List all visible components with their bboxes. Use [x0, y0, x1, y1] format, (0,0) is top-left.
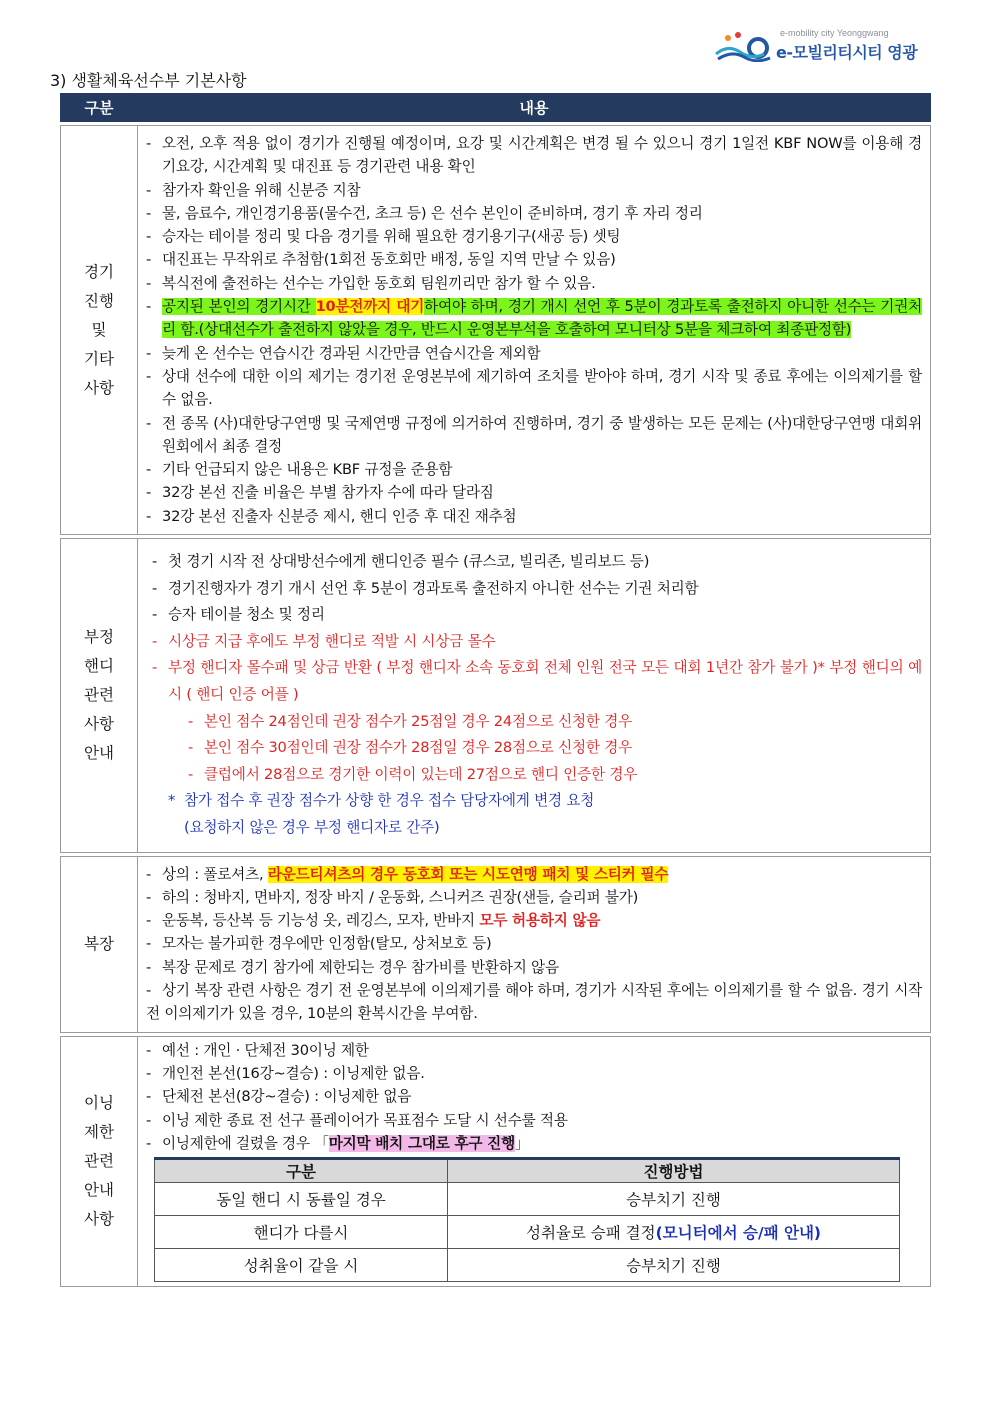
table-header-row [61, 94, 931, 122]
list-item: - 이닝제한에 걸렸을 경우 「마지막 배치 그대로 후구 진행」 [146, 1134, 530, 1152]
content-cell [138, 126, 931, 535]
list-item: - 첫 경기 시작 전 상대방선수에게 핸디인증 필수 (큐스코, 빌리존, 빌리보드 등) [152, 553, 650, 571]
list-item: - 상기 복장 관련 사항은 경기 전 운영본부에 이의제기를 해야 하며, 경기가 시작된 후에는 이의제기를 할 수 없음. 경기 시작 전 이의제기가 있을 경우, 10분의 환복시간을 부여함. [146, 982, 922, 1023]
list-item: - 복장 문제로 경기 참가에 제한되는 경우 참가비를 반환하지 않음 [146, 958, 559, 976]
rules-table [60, 93, 931, 1287]
list-item: - 단체전 본선(8강~결승) : 이닝제한 없음 [146, 1088, 412, 1106]
list-item: - 32강 본선 진출 비율은 부별 참가자 수에 따라 달라짐 [146, 484, 494, 502]
inner-method: 승부치기 진행 [448, 1183, 900, 1216]
item-list [138, 1037, 930, 1155]
list-item: - 운동복, 등산복 등 기능성 옷, 레깅스, 모자, 반바지 모두 허용하지 않음 [146, 912, 601, 930]
header-content: 내용 [138, 94, 931, 122]
list-item: - 개인전 본선(16강~결승) : 이닝제한 없음. [146, 1064, 425, 1082]
list-item: - 상대 선수에 대한 이의 제기는 경기전 운영본부에 제기하여 조치를 받아야 하며, 경기 시작 및 종료 후에는 이의제기를 할 수 없음. [146, 367, 922, 409]
list-item: - 시상금 지급 후에도 부정 핸디로 적발 시 시상금 몰수 [152, 632, 496, 650]
list-item: - 전 종목 (사)대한당구연맹 및 국제연맹 규정에 의거하여 진행하며, 경기 중 발생하는 모든 문제는 (사)대한당구연맹 대회위원회에서 최종 결정 [146, 414, 922, 455]
table-row [61, 1036, 931, 1286]
category-cell: 부정 핸디 관련 사항 안내 [61, 539, 138, 853]
content-cell [138, 856, 931, 1032]
inner-method: 승부치기 진행 [448, 1249, 900, 1282]
item-list [138, 126, 930, 534]
category-cell: 복장 [61, 856, 138, 1032]
list-item: - 이닝 제한 종료 전 선구 플레이어가 목표점수 도달 시 선수룰 적용 [146, 1111, 568, 1129]
inner-cond: 성취율이 같을 시 [155, 1249, 448, 1282]
list-item: - 부정 핸디자 몰수패 및 상금 반환 ( 부정 핸디자 소속 동호회 전체 인원 전국 모든 대회 1년간 참가 불가 )* 부정 핸디의 예시 ( 핸디 인증 어플 ) [152, 659, 922, 704]
list-item: - 클럽에서 28점으로 경기한 이력이 있는데 27점으로 핸디 인증한 경우 [188, 765, 638, 783]
inner-cond: 동일 핸디 시 동률일 경우 [155, 1183, 448, 1216]
list-item: - 늦게 온 선수는 연습시간 경과된 시간만큼 연습시간을 제외함 [146, 344, 541, 362]
list-item: - 경기진행자가 경기 개시 선언 후 5분이 경과토록 출전하지 아니한 선수는 기권 처리함 [152, 579, 699, 597]
list-item: - 승자 테이블 청소 및 정리 [152, 606, 325, 624]
list-item: (요청하지 않은 경우 부정 핸디자로 간주) [184, 818, 440, 836]
list-item: - 32강 본선 진출자 신분증 제시, 핸디 인증 후 대진 재추첨 [146, 507, 517, 525]
logo [714, 24, 944, 64]
list-item: - 하의 : 청바지, 면바지, 정장 바지 / 운동화, 스니커즈 권장(샌들, 슬리퍼 불가) [146, 888, 639, 906]
inner-header-row [155, 1159, 900, 1183]
list-item: - 참가자 확인을 위해 신분증 지참 [146, 181, 361, 199]
list-item: - 본인 점수 24점인데 권장 점수가 25점일 경우 24점으로 신청한 경우 [188, 712, 633, 730]
list-item: - 대진표는 무작위로 추첨함(1회전 동호회만 배정, 동일 지역 만날 수 있음) [146, 251, 616, 269]
inner-row [155, 1216, 900, 1249]
item-list [138, 857, 930, 1032]
list-item: - 복식전에 출전하는 선수는 가입한 동호회 팀원끼리만 참가 할 수 있음. [146, 274, 596, 292]
list-item-highlighted: - 공지된 본인의 경기시간 10분전까지 대기하여야 하며, 경기 개시 선언 후 5분이 경과토록 출전하지 아니한 선수는 기권처리 함.(상대선수가 출전하지 않았을 경우, 반드시 운영본부석을 호출하여 모니터상 5분을 체크하여 최종판정함) [146, 298, 922, 339]
content-cell [138, 539, 931, 853]
logo-mark-icon [714, 30, 774, 62]
logo-name: e-모빌리티시티 영광 [776, 43, 918, 62]
section-title: 3) 생활체육선수부 기본사항 [50, 71, 247, 90]
table-row [61, 539, 931, 853]
list-item: - 예선 : 개인 · 단체전 30이닝 제한 [146, 1041, 369, 1059]
inner-row [155, 1249, 900, 1282]
list-item: - 물, 음료수, 개인경기용품(물수건, 초크 등) 은 선수 본인이 준비하며, 경기 후 자리 정리 [146, 204, 703, 222]
content-cell [138, 1036, 931, 1286]
header-category: 구분 [61, 94, 138, 122]
list-item: - 상의 : 폴로셔츠, 라운드티셔츠의 경우 동호회 또는 시도연맹 패치 및 스티커 필수 [146, 865, 669, 883]
inner-row [155, 1183, 900, 1216]
category-cell: 이닝 제한 관련 안내 사항 [61, 1036, 138, 1286]
list-item: - 오전, 오후 적용 없이 경기가 진행될 예정이며, 요강 및 시간계획은 변경 될 수 있으니 경기 1일전 KBF NOW를 이용해 경기요강, 시간계획 및 대진표 등 경기관련 내용 확인 [146, 135, 922, 176]
inner-method: 성취율로 승패 결정(모니터에서 승/패 안내) [448, 1216, 900, 1249]
inner-header-category: 구분 [155, 1159, 448, 1183]
inner-header-method: 진행방법 [448, 1159, 900, 1183]
item-list [138, 539, 930, 852]
inner-cond: 핸디가 다를시 [155, 1216, 448, 1249]
table-row [61, 856, 931, 1032]
list-item: * 참가 접수 후 권장 점수가 상향 한 경우 접수 담당자에게 변경 요청 [168, 792, 595, 810]
list-item: - 승자는 테이블 정리 및 다음 경기를 위해 필요한 경기용기구(새공 등) 셋팅 [146, 228, 621, 246]
list-item: - 기타 언급되지 않은 내용은 KBF 규정을 준용함 [146, 461, 453, 479]
list-item: - 모자는 불가피한 경우에만 인정함(탈모, 상처보호 등) [146, 935, 492, 953]
list-item: - 본인 점수 30점인데 권장 점수가 28점일 경우 28점으로 신청한 경우 [188, 739, 633, 757]
table-row [61, 126, 931, 535]
logo-tagline: e-mobility city Yeonggwang [780, 28, 889, 38]
category-cell: 경기 진행 및 기타 사항 [61, 126, 138, 535]
inning-rule-table [154, 1157, 900, 1282]
